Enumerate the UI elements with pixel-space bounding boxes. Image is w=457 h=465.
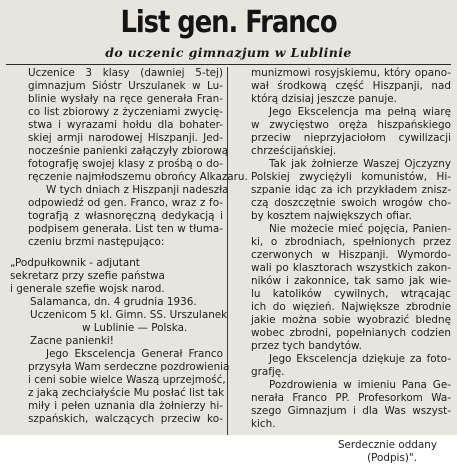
text-line: Nie możecie mieć pojęcia, Panien-	[269, 223, 451, 235]
right-paragraph-4	[233, 223, 451, 353]
text-line: szpańskich, walczących przeciw ko-	[28, 413, 223, 425]
text-line: i ceni sobie wielce Waszą uprzejmość,	[28, 374, 226, 386]
text-line: szpanie idąc za ich przykładem znisz-	[251, 184, 451, 196]
text-line: przysyła Wam serdeczne pozdrowienia	[28, 361, 230, 373]
text-line: miły i pełen uznania dla żołnierzy hi-	[28, 400, 223, 412]
letter-place-date	[10, 296, 223, 309]
article-subhead: do uczenic gimnazjum w Lublinie	[105, 45, 352, 60]
letter-address	[10, 309, 228, 335]
article-headline: List gen. Franco	[120, 5, 337, 40]
text-line: szego Gimnazjum i dla Was wszyst-	[251, 405, 451, 417]
right-column	[233, 67, 451, 465]
text-line: jakie można sobie wyobrazić blednę	[251, 314, 451, 326]
text-line: kich.	[251, 418, 276, 430]
text-line: Zacne panienki!	[30, 335, 114, 347]
text-line: munizmowi rosyjskiemu, który opano-	[251, 67, 451, 79]
right-paragraph-3	[233, 158, 451, 223]
left-paragraph-1	[10, 67, 248, 184]
text-line: Pozdrowienia w imieniu Pana Ge-	[269, 379, 451, 391]
text-line: Polskiej zwyciężyli komunistów, Hi-	[251, 171, 451, 183]
text-line: lu katolików cywilnych, wtrącając	[251, 288, 451, 300]
text-line: podpisem generała. List ten w tłuma-	[28, 223, 223, 235]
text-line: „Podpułkownik - adjutant	[10, 257, 140, 269]
right-paragraph-1	[233, 67, 451, 106]
text-line: nerała Franco PP. Profesorkom Wa-	[251, 392, 451, 404]
header-rule	[6, 64, 451, 65]
text-line: co list zbiorowy z życzeniami zwycię-	[28, 106, 223, 118]
right-paragraph-6	[233, 379, 451, 431]
text-line: odpowiedź od gen. Franco, wraz z fo-	[28, 197, 223, 209]
text-line: stwa i wyrazami hołdu dla bohater-	[28, 119, 223, 131]
text-line: nocześnie panienki załączyły zbiorową	[28, 145, 229, 157]
text-line: w zwycięstwo oręża hiszpańskiego	[251, 119, 451, 131]
text-line: przez tych bandytów.	[251, 340, 362, 352]
letter-closing	[233, 439, 451, 452]
text-line: wał środkową część Hiszpanji, nad	[251, 80, 451, 92]
text-line: sekretarz przy szefie państwa	[10, 270, 165, 282]
text-line: Uczenice 3 klasy (dawniej 5-tej)	[28, 67, 223, 79]
text-line: Tak jak żołnierze Waszej Ojczyzny	[269, 158, 451, 170]
text-line: czeniu brzmi następująco:	[28, 236, 165, 248]
right-paragraph-2	[233, 106, 451, 158]
text-line: Uczenicom 5 kl. Gimn. SS. Urszulanek	[30, 309, 228, 321]
text-line: tografją z własnoręczną dedykacją i	[28, 210, 223, 222]
text-line: i generale szefie wojsk narod.	[10, 283, 165, 295]
text-line: przeciw nieprzyjaciołom cywilizacji	[251, 132, 451, 144]
text-line: Jego Ekscelencja Generał Franco	[46, 348, 223, 360]
text-line: W tych dniach z Hiszpanji nadeszła	[46, 184, 229, 196]
text-line: czą doszczętnie swoich wrogów cho-	[251, 197, 451, 209]
text-line: gimnazjum Sióstr Urszulanek w Lu-	[28, 80, 223, 92]
text-line: Jego Ekscelencja ma pełną wiarę	[269, 106, 451, 118]
text-line: (Podpis)".	[367, 452, 417, 464]
text-line: czerwonych w Hiszpanji. Wymordo-	[251, 249, 451, 261]
text-line: blinie wysłały na ręce generała Fran-	[28, 93, 223, 105]
text-line: ich do więzień. Największe zbrodnie	[251, 301, 451, 313]
left-paragraph-2	[10, 184, 229, 249]
text-line: skiej armji narodowej Hiszpanji. Jed-	[28, 132, 223, 144]
text-line: ręczenie najmłodszemu obrońcy Alkazaru.	[28, 171, 248, 183]
text-line: w Lublinie — Polska.	[82, 322, 188, 334]
letter-signature	[233, 452, 451, 465]
letter-heading	[10, 257, 223, 296]
text-line: grafję.	[251, 366, 285, 378]
text-line: by kosztem największych ofiar.	[251, 210, 412, 222]
column-divider	[227, 67, 228, 435]
text-line: fotografję swojej klasy z prośbą o do-	[28, 158, 223, 170]
right-paragraph-5	[233, 353, 451, 379]
letter-greeting	[10, 335, 223, 348]
text-line: Jego Ekscelencja dziękuje za foto-	[269, 353, 451, 365]
left-paragraph-3	[10, 348, 230, 426]
text-line: ki, o zbrodniach, spełnionych przez	[251, 236, 451, 248]
text-line: wali po klasztorach wszystkich zakon-	[251, 262, 451, 274]
text-line: którą dzisiaj jeszcze panuje.	[251, 93, 397, 105]
text-line: wobec zbrodni, popełnianych codzien	[251, 327, 451, 339]
text-line: Salamanca, dn. 4 grudnia 1936.	[30, 296, 197, 308]
left-column	[10, 67, 248, 426]
text-line: Serdecznie oddany	[337, 439, 437, 451]
text-line: chrześcijańskiej.	[251, 145, 337, 157]
text-line: ników i zakonnice, tak samo jak wie-	[251, 275, 451, 287]
text-line: z jaką zechciałyście Mu posłać list tak	[28, 387, 225, 399]
